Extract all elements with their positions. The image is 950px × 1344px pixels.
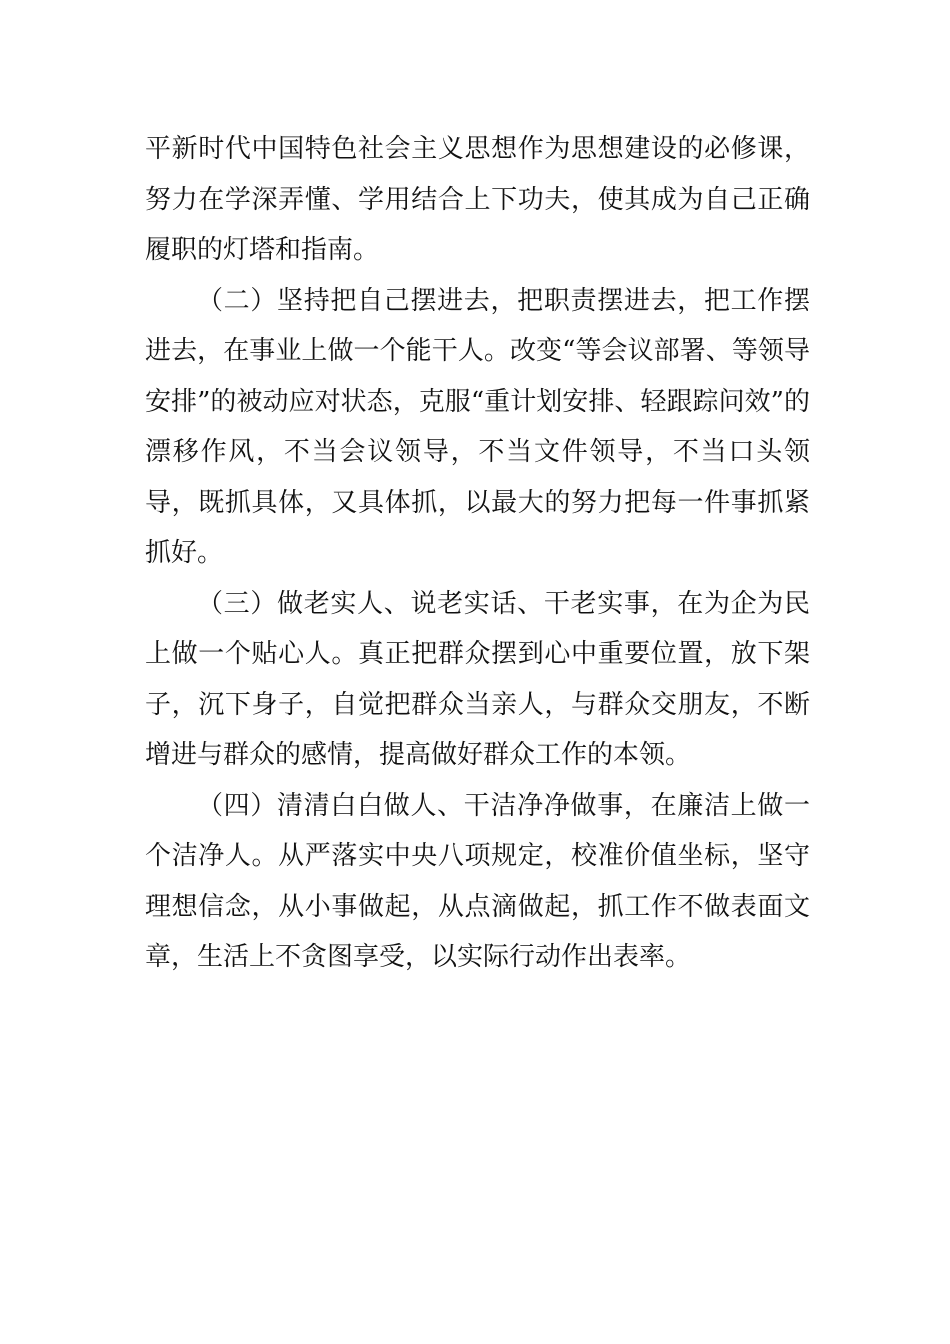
paragraph-three: （三）做老实人、说老实话、干老实事，在为企为民上做一个贴心人。真正把群众摆到心中重要位置，放下架子，沉下身子，自觉把群众当亲人，与群众交朋友，不断增进与群众的感情，提高做好群众工作的本领。 — [145, 588, 810, 770]
paragraph-four: （四）清清白白做人、干洁净净做事，在廉洁上做一个洁净人。从严落实中央八项规定，校准价值坐标，坚守理想信念，从小事做起，从点滴做起，抓工作不做表面文章，生活上不贪图享受，以实际行动作出表率。 — [145, 790, 810, 972]
paragraph-two: （二）坚持把自己摆进去，把职责摆进去，把工作摆进去，在事业上做一个能干人。改变“等会议部署、等领导安排”的被动应对状态，克服“重计划安排、轻跟踪问效”的漂移作风，不当会议领导，不当文件领导，不当口头领导，既抓具体，又具体抓，以最大的努力把每一件事抓紧抓好。 — [145, 285, 810, 568]
paragraph-continuation: 平新时代中国特色社会主义思想作为思想建设的必修课，努力在学深弄懂、学用结合上下功夫，使其成为自己正确履职的灯塔和指南。 — [145, 134, 810, 265]
document-body — [145, 124, 810, 983]
